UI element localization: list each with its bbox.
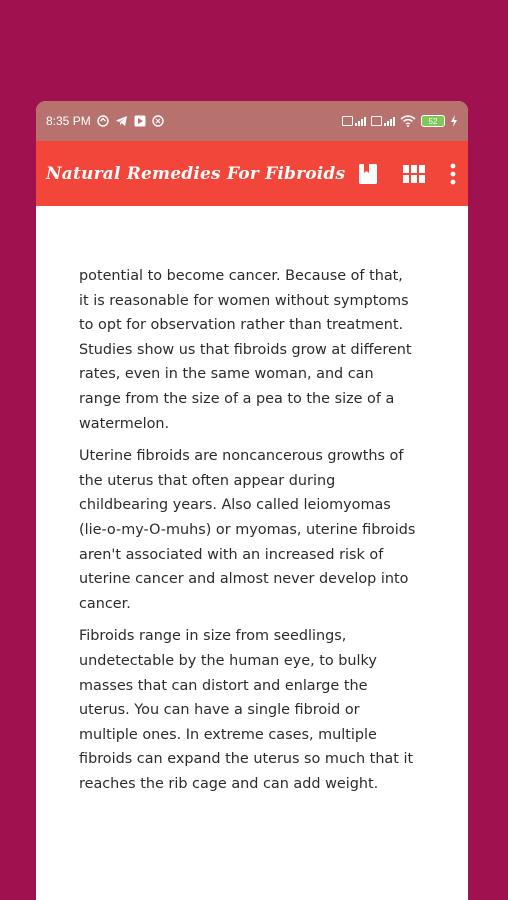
phone-screen (36, 101, 468, 900)
telegram-icon (115, 115, 128, 127)
bookmark-icon[interactable] (356, 162, 380, 186)
article-body (79, 264, 417, 804)
more-vert-icon[interactable] (448, 162, 458, 186)
hd-signal-icon (342, 115, 366, 127)
hd-signal-2-icon (371, 115, 395, 127)
app-bar-actions (356, 162, 458, 186)
sync-icon (97, 115, 109, 127)
battery-icon: 52 (421, 115, 445, 127)
status-left (46, 114, 164, 128)
article-paragraph: Uterine fibroids are noncancerous growths of the uterus that often appear during childbearing years. Also called leiomyomas (lie-o-my-O-muhs) or myomas, uterine fibroids aren't associated with an increased risk of uterine cancer and almost never develop into cancer. (79, 448, 416, 612)
status-time: 8:35 PM (46, 114, 91, 128)
article-paragraph: Fibroids range in size from seedlings, undetectable by the human eye, to bulky masses that can distort and enlarge the uterus. You can have a single fibroid or multiple ones. In extreme cases, multiple fibroids can expand the uterus so much that it reaches the rib cage and can add weight. (79, 628, 414, 792)
vpn-icon (152, 115, 164, 127)
app-bar (36, 141, 468, 206)
app-title: Natural Remedies For Fibroids (46, 163, 346, 184)
grid-icon[interactable] (402, 162, 426, 186)
status-bar (36, 101, 468, 141)
article-paragraph: potential to become cancer. Because of that, it is reasonable for women without symptoms to opt for observation rather than treatment. Studies show us that fibroids grow at different rates, even in the same woman, and can range from the size of a pea to the size of a watermelon. (79, 268, 412, 432)
wifi-icon (400, 115, 416, 127)
charging-icon (450, 115, 458, 127)
status-right (342, 115, 458, 127)
play-store-icon (134, 115, 146, 127)
